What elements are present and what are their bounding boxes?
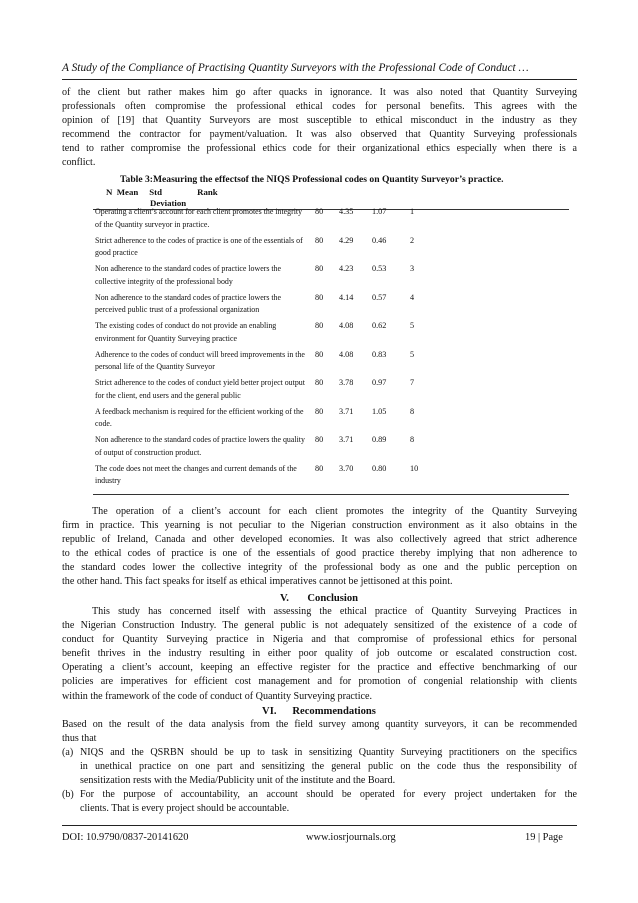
text-line: conduct for Quantity Surveying practice in Nigeria and that compromise of professional ethics for personal [62,634,577,646]
table-cell-sd: 0.97 [372,378,387,387]
table-cell-statement: Non adherence to the standard codes of practice lowers the quality of output of construction product. [95,435,305,457]
table-cell-rank: 1 [410,207,415,216]
text-line: the standard codes lower the collective integrity of the professional body as one and the public perception on [62,562,577,574]
table-cell-n: 80 [315,235,324,245]
text-line: The operation of a client’s account for each client promotes the integrity of the Quantity Surveying [92,506,577,517]
section-heading-recommendations: VI. Recommendations [262,706,376,717]
table-cell-rank: 4 [410,292,415,302]
text-line: opinion of [19] that Quantity Surveyors are most susceptible to ethical misconduct in the industry as they [62,115,577,127]
table-cell-statement: A feedback mechanism is required for the efficient working of the code. [95,406,304,428]
table-cell-rank: 5 [410,349,415,359]
table-cell-sd: 0.83 [372,349,387,359]
list-label: (a) [62,747,74,758]
table-cell-n: 80 [315,207,324,216]
text-line: firm in practice. This yearning is not peculiar to the Nigerian construction environment as it also obtains in the [62,520,577,532]
text-line: in unethical practice on one part and sensitizing the general public on the code thus the responsibility of [80,761,577,773]
table-cell-statement: Non adherence to the standard codes of practice lowers the collective integrity of the professional body [95,264,282,286]
text-line: recommend the contractor for payment/valuation. It was also observed that Quantity Surveying professionals [62,129,577,141]
header-rule [62,79,577,80]
table-cell-sd: 0.57 [372,292,387,302]
footer-website[interactable]: www.iosrjournals.org [306,832,396,843]
table-cell-n: 80 [315,435,324,444]
footer-page-number: 19 | Page [525,832,563,843]
text-line: thus that [62,733,97,745]
table-cell-n: 80 [315,406,324,416]
table-cell-sd: 1.05 [372,406,387,416]
text-line: Operating a client’s account, keeping an effective register for the practice and effective benchmarking of our [62,662,577,674]
text-line: within the framework of the code of conduct of Quantity Surveying practice. [62,690,373,702]
table-cell-mean: 4.08 [339,321,354,330]
table-cell-n: 80 [315,321,324,330]
table-cell-rank: 8 [410,435,415,444]
table-cell-mean: 3.71 [339,406,354,416]
text-line: clients. That is every project should be accountable. [80,803,290,815]
text-line: benefit thrives in the industry resulting in either poor quality of job outcome or escalated construction cost. [62,648,577,660]
table-cell-sd: 0.80 [372,463,387,473]
text-line: professionals often compromise the professional ethical codes for personal benefits. This agrees with the [62,101,577,113]
table-cell-sd: 0.89 [372,435,387,444]
table-cell-statement: Strict adherence to the codes of conduct yield better project output for the client, end users and the general public [95,378,305,400]
text-line: to the ethical codes of practice is one of the essentials of good practice thereby implying that non adherence to [62,548,577,560]
list-label: (b) [62,789,74,800]
table-column-header-deviation: Deviation [150,198,187,208]
table-cell-sd: 1.07 [372,207,387,216]
table-cell-mean: 4.14 [339,292,354,302]
table-cell-sd: 0.62 [372,321,387,330]
table-bottom-rule [93,494,569,495]
table-cell-statement: Strict adherence to the codes of practice is one of the essentials of good practice [95,235,303,257]
table-column-header: N Mean Std Rank [106,187,218,197]
text-line: sensitization rests with the Media/Publicity unit of the institute and the Board. [80,775,396,787]
table-cell-mean: 3.70 [339,463,354,473]
table-cell-statement: Non adherence to the standard codes of practice lowers the perceived public trust of a professional organization [95,292,282,314]
text-line: of the client but rather makes him go after quacks in ignorance. It was also noted that Quantity Surveying [62,87,577,98]
table-cell-n: 80 [315,292,324,302]
footer-rule [62,825,577,826]
text-line: the other hand. This fact speaks for itself as ethical imperatives cannot be jettisoned at this point. [62,576,453,588]
table-cell-rank: 3 [410,264,415,273]
table-cell-statement: Adherence to the codes of conduct will breed improvements in the personal life of the Quantity Surveyor [95,349,305,371]
text-line: republic of Ireland, Canada and other developed economies. It was also collectively agreed that strict adherence [62,534,577,546]
table-cell-n: 80 [315,463,324,473]
recommendation-item-b [62,788,577,818]
table-cell-n: 80 [315,378,324,387]
table-cell-mean: 3.78 [339,378,354,387]
table-cell-mean: 4.08 [339,349,354,359]
table-cell-mean: 4.23 [339,264,354,273]
recommendation-item-a [62,746,577,790]
text-line: This study has concerned itself with assessing the ethical practice of Quantity Surveying Practices in [92,606,577,617]
running-header: A Study of the Compliance of Practising Quantity Surveyors with the Professional Code of Conduct … [62,62,529,74]
table-cell-n: 80 [315,349,324,359]
table-cell-sd: 0.46 [372,235,387,245]
table-cell-rank: 8 [410,406,415,416]
table-cell-rank: 10 [410,463,419,473]
table-cell-rank: 5 [410,321,415,330]
table-cell-statement: Operating a client’s account for each client promotes the integrity of the Quantity surveyor in practice. [95,207,303,229]
discussion-paragraph [62,505,577,590]
table-cell-sd: 0.53 [372,264,387,273]
text-line: Based on the result of the data analysis from the field survey among quantity surveyors, it can be recommended [62,719,577,730]
text-line: the Nigerian Construction Industry. The general public is not adequately sensitized of the existence of a code of [62,620,577,632]
text-line: conflict. [62,157,96,169]
recommendations-intro [62,718,577,746]
intro-paragraph [62,86,577,171]
table-cell-mean: 4.29 [339,235,354,245]
table-caption: Table 3:Measuring the effectsof the NIQS Professional codes on Quantity Surveyor’s practice. [120,174,504,185]
table-cell-statement: The code does not meet the changes and current demands of the industry [95,463,297,485]
text-line: For the purpose of accountability, an account should be operated for every project undertaken for the [80,789,577,800]
table-cell-mean: 3.71 [339,435,354,444]
table-cell-rank: 2 [410,235,415,245]
table-cell-rank: 7 [410,378,415,387]
text-line: policies are imperatives for efficient cost management and for promotion of congenial relationship with clients [62,676,577,688]
footer-doi: DOI: 10.9790/0837-20141620 [62,832,189,843]
table-cell-statement: The existing codes of conduct do not provide an enabling environment for Quantity Surveying practice [95,321,277,343]
section-heading-conclusion: V. Conclusion [279,593,359,604]
conclusion-paragraph [62,605,577,704]
table-cell-n: 80 [315,264,324,273]
table-cell-mean: 4.35 [339,207,354,216]
text-line: NIQS and the QSRBN should be up to task in sensitizing Quantity Surveying practitioners on the specifics [80,747,577,758]
text-line: tend to rather compromise the professional ethics code for their organizational ethics especially when there is a [62,143,577,155]
